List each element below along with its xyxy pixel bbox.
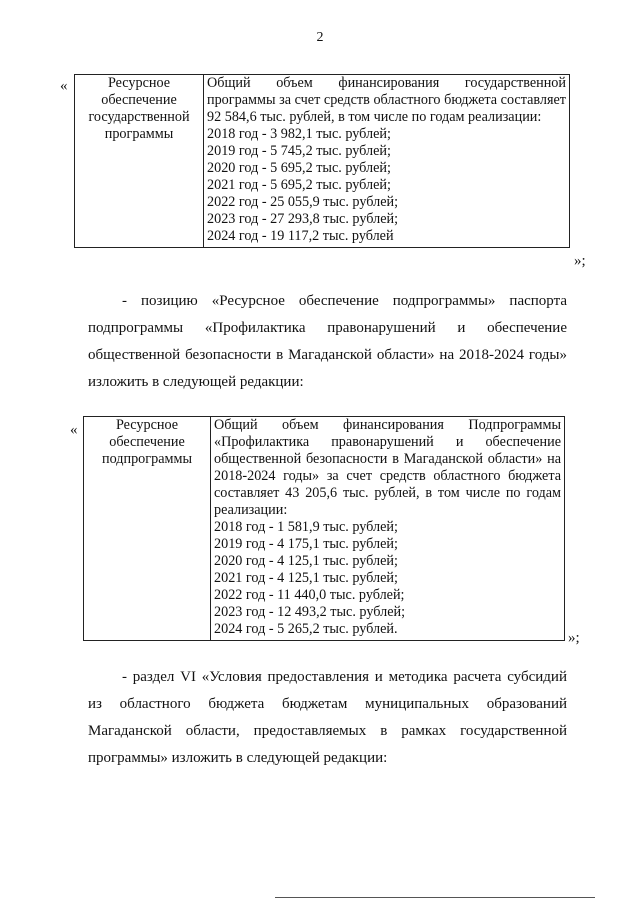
financing-summary: Общий объем финансирования Подпрограммы «Профилактика правонарушений и обеспечение общественной безопасности в Магаданской области» на 2018-2024 годы» за счет средств областного бюджета составляет 43 205,6 тыс. рублей, в том числе по годам реализации:	[214, 417, 561, 518]
financing-summary: Общий объем финансирования государственной программы за счет средств областного бюджета составляет 92 584,6 тыс. рублей, в том числе по годам реализации:	[207, 75, 566, 125]
instruction-paragraph: - раздел VI «Условия предоставления и методика расчета субсидий из областного бюджета бюджетам муниципальных образований Магаданской области, предоставляемых в рамках государственной программы» изложить в следующей редакции:	[88, 669, 567, 766]
year-line: 2021 год - 5 695,2 тыс. рублей;	[207, 177, 391, 193]
opening-quote: «	[60, 78, 68, 94]
year-line: 2020 год - 4 125,1 тыс. рублей;	[214, 553, 398, 569]
table-label-cell: Ресурсное обеспечение государственной программы	[75, 75, 204, 248]
year-line: 2024 год - 19 117,2 тыс. рублей	[207, 228, 394, 244]
year-line: 2019 год - 4 175,1 тыс. рублей;	[214, 536, 398, 552]
year-line: 2023 год - 27 293,8 тыс. рублей;	[207, 211, 399, 227]
table-content-cell	[204, 75, 570, 248]
year-line: 2022 год - 25 055,9 тыс. рублей;	[207, 194, 399, 210]
year-line: 2018 год - 1 581,9 тыс. рублей;	[214, 519, 398, 535]
year-line: 2019 год - 5 745,2 тыс. рублей;	[207, 143, 391, 159]
instruction-paragraph: - позицию «Ресурсное обеспечение подпрограммы» паспорта подпрограммы «Профилактика правонарушений и обеспечение общественной безопасности в Магаданской области» на 2018-2024 годы» изложить в следующей редакции:	[88, 293, 567, 390]
table-content-cell	[211, 417, 565, 641]
resource-table-program	[74, 74, 570, 248]
year-line: 2022 год - 11 440,0 тыс. рублей;	[214, 587, 405, 603]
opening-quote: «	[70, 422, 78, 438]
page-number: 2	[316, 30, 324, 45]
table-label-cell: Ресурсное обеспечение подпрограммы	[84, 417, 211, 641]
year-line: 2024 год - 5 265,2 тыс. рублей.	[214, 621, 398, 637]
year-line: 2020 год - 5 695,2 тыс. рублей;	[207, 160, 391, 176]
year-line: 2023 год - 12 493,2 тыс. рублей;	[214, 604, 406, 620]
year-line: 2018 год - 3 982,1 тыс. рублей;	[207, 126, 391, 142]
resource-table-subprogram	[83, 416, 565, 641]
footer-divider	[275, 897, 595, 898]
year-line: 2021 год - 4 125,1 тыс. рублей;	[214, 570, 398, 586]
closing-quote: »;	[568, 630, 580, 646]
closing-quote: »;	[574, 253, 586, 269]
